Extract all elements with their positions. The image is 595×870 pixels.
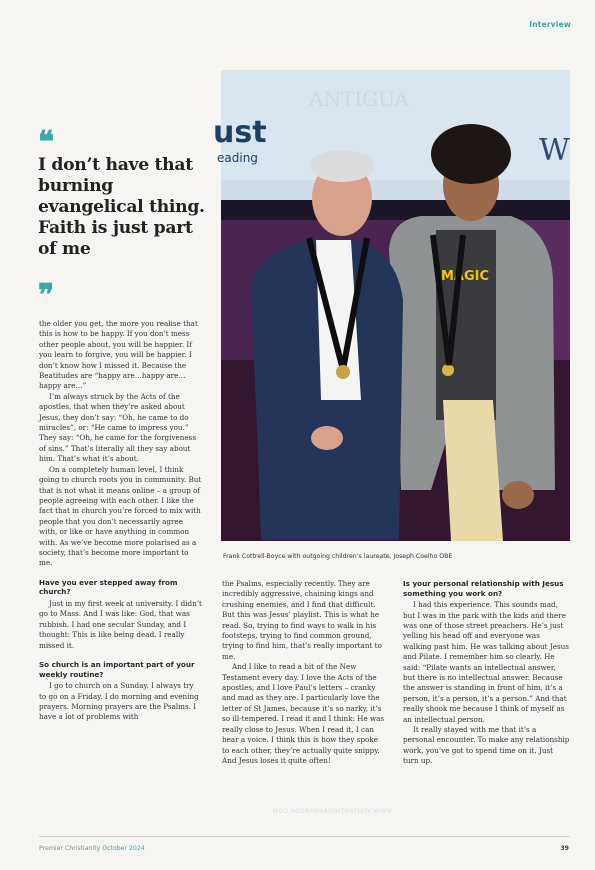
opening-quote-mark: ❝ (38, 125, 55, 160)
paragraph: I’m always struck by the Acts of the apostles, that when they’re asked about Jesus, they don’t say: “Oh, he came to do miracles”, or: “He came to impress you.” They say: “Oh, he came for the forgiveness of sins.” That’s literally all they say about him. That’s what it’s about. (39, 391, 197, 464)
issue-date: October 2024 (102, 845, 145, 852)
stage-text-w: W (539, 133, 570, 168)
publication-name: Premier Christianity (39, 845, 101, 852)
article-column-3 (403, 579, 570, 767)
footer-divider (39, 836, 570, 837)
interview-question: Have you ever stepped away from church? (39, 577, 178, 597)
pull-quote: I don’t have that burning evangelical thing. Faith is just part of me (38, 155, 205, 259)
paragraph: And I like to read a bit of the New Testament every day. I love the Acts of the apostles, and I love Paul’s letters – cranky and mad as they are. I particularly love the letter of St James, because it’s so narky, it’s so ill-tempered. I read it and I think: He was really close to Jesus. When I read it, I can hear a voice. I think this is how they spoke to each other, they’re actually quite snippy. And Jesus loses it quite often! (222, 662, 385, 765)
page-number: 39 (560, 845, 569, 852)
tshirt-text: MAGIC (441, 269, 490, 284)
event-photo (213, 70, 570, 541)
paragraph: the Psalms, especially recently. They are incredibly aggressive, chaining kings and crushing enemies, and I find that difficult. But this was Jesus’ playlist. This is what he read. So, trying to find ways to walk in his footsteps, trying to find common ground, trying to find him, that’s really important to me. (222, 579, 382, 661)
section-label: Interview (529, 20, 571, 29)
interview-question: Is your personal relationship with Jesus something you work on? (403, 579, 564, 598)
paragraph: the older you get, the more you realise that this is how to be happy. If you don’t mess other people about, you will be happier. If you learn to forgive, you will be happier. I don’t know how I missed it. Because the Beatitudes are “happy are…happy are…happy are…” (39, 319, 198, 391)
photo-caption: Frank Cottrell-Boyce with outgoing children’s laureate, Joseph Coelho OBE (223, 553, 453, 560)
interview-question: So church is an important part of your weekly routine? (39, 659, 195, 679)
paragraph: I had this experience. This sounds mad, but I was in the park with the kids and there was one of those street preachers. He’s just yelling his head off and everyone was walking past him. He was talking about Jesus and Pilate. I remember him so clearly. He said: “Pilate wants an intellectual answer, but there is no intellectual answer. Because the answer is standing in front of him, it’s a person, it’s a person, it’s a person.” And that really shook me because I think of myself as an intellectual person. (403, 600, 569, 724)
paragraph: It really stayed with me that it’s a personal encounter. To make any relationship work, you’ve got to spend time on it. Just turn up. (403, 725, 570, 766)
stage-text-eading: eading (217, 151, 258, 165)
article-column-2 (222, 579, 386, 766)
banner-text: ANTIGUA (309, 87, 409, 111)
paragraph: On a completely human level, I think going to church roots you in community. But that is not what it means online – a group of people agreeing with each other. I like the fact that in church you’re forced to mix with people that you don’t necessarily agree with, or like or have anything in common with. As we’ve become more polarised as a society, that’s become more important to me. (39, 464, 202, 568)
footer-publication (39, 845, 145, 852)
show-through-text: WWW.VISITANTIGUABARBUDA.COM (272, 808, 392, 815)
stage-text-ust: ust (213, 115, 267, 150)
paragraph: Just in my first week at university. I didn’t go to Mass. And I was like: God, that was rubbish. I had one secular Sunday, and I thought: This is like being dead. I really missed it. (39, 598, 202, 650)
article-column-1 (39, 319, 202, 723)
paragraph: I go to church on a Sunday. I always try to go on a Friday. I do morning and evening prayers. Morning prayers are the Psalms. I have a lot of problems with (39, 681, 199, 722)
closing-quote-mark: ❞ (38, 278, 55, 313)
